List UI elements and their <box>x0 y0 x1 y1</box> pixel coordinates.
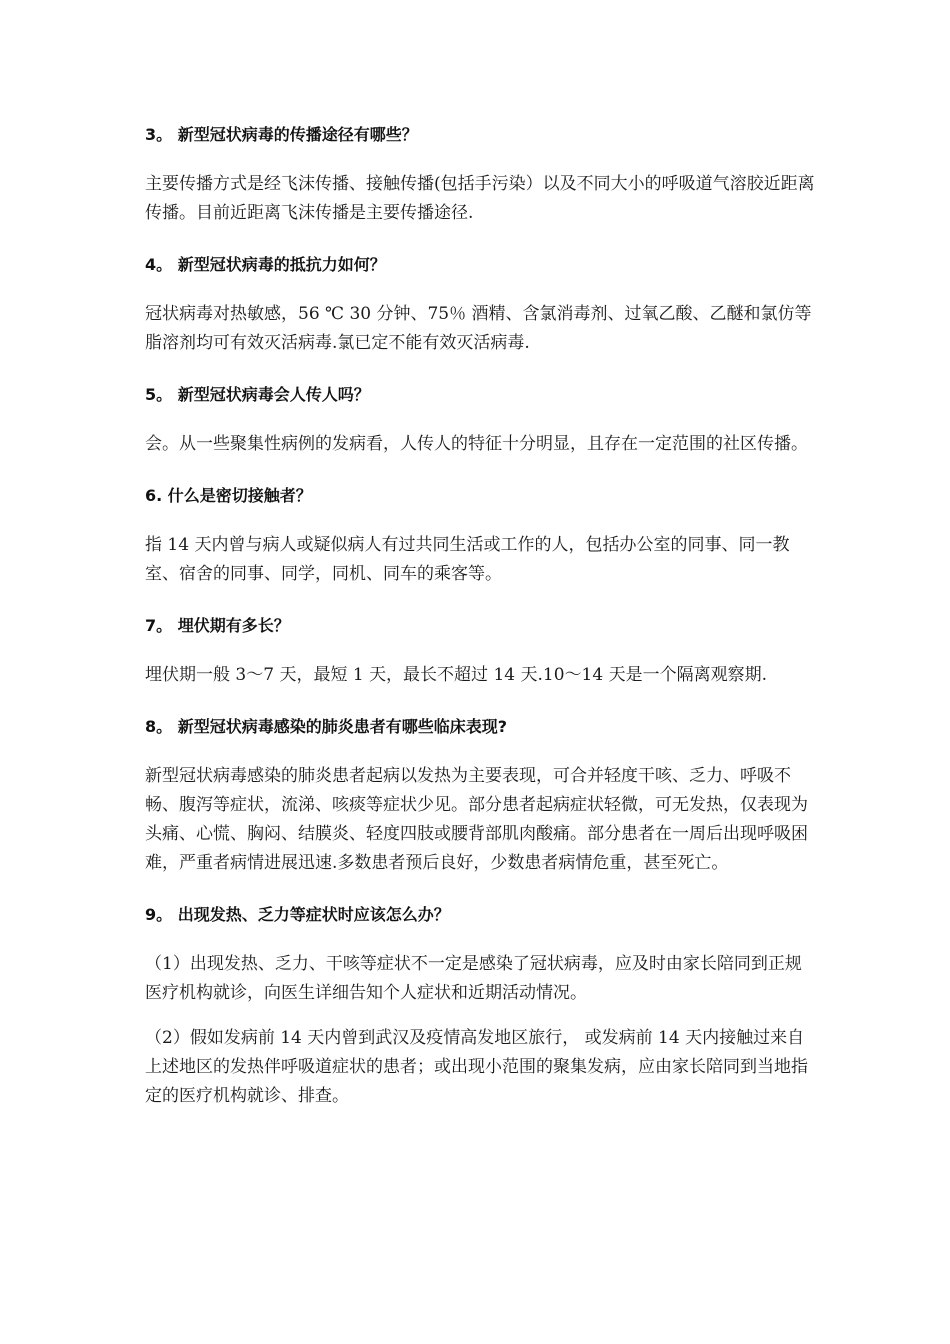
answer-paragraph: （1）出现发热、乏力、干咳等症状不一定是感染了冠状病毒，应及时由家长陪同到正规医疗机构就诊，向医生详细告知个人症状和近期活动情况。 <box>145 954 802 1003</box>
answer-paragraph: 主要传播方式是经飞沫传播、接触传播(包括手污染）以及不同大小的呼吸道气溶胶近距离传播。目前近距离飞沫传播是主要传播途径. <box>145 174 815 223</box>
question-heading: 3。 新型冠状病毒的传播途径有哪些？ <box>145 125 418 144</box>
answer-paragraph: 新型冠状病毒感染的肺炎患者起病以发热为主要表现，可合并轻度干咳、乏力、呼吸不畅、腹泻等症状，流涕、咳痰等症状少见。部分患者起病症状轻微，可无发热，仅表现为头痛、心慌、胸闷、结膜炎、轻度四肢或腰背部肌肉酸痛。部分患者在一周后出现呼吸困难，严重者病情进展迅速.多数患者预后良好，少数患者病情危重，甚至死亡。 <box>145 766 808 873</box>
question-heading: 7。 埋伏期有多长？ <box>145 616 290 635</box>
question-heading: 6. 什么是密切接触者？ <box>145 486 312 505</box>
question-heading: 8。 新型冠状病毒感染的肺炎患者有哪些临床表现? <box>145 717 507 736</box>
answer-paragraph: 埋伏期一般 3～7 天，最短 1 天，最长不超过 14 天.10～14 天是一个隔离观察期. <box>145 665 767 685</box>
question-heading: 5。 新型冠状病毒会人传人吗？ <box>145 385 370 404</box>
answer-paragraph: （2）假如发病前 14 天内曾到武汉及疫情高发地区旅行， 或发病前 14 天内接触过来自上述地区的发热伴呼吸道症状的患者；或出现小范围的聚集发病，应由家长陪同到当地指定的医疗机构就诊、排查。 <box>145 1028 808 1106</box>
answer-paragraph: 冠状病毒对热敏感，56 ℃ 30 分钟、75％ 酒精、含氯消毒剂、过氧乙酸、乙醚和氯仿等脂溶剂均可有效灭活病毒.氯已定不能有效灭活病毒. <box>145 304 812 353</box>
question-heading: 9。 出现发热、乏力等症状时应该怎么办？ <box>145 905 450 924</box>
answer-paragraph: 会。从一些聚集性病例的发病看，人传人的特征十分明显，且存在一定范围的社区传播。 <box>145 434 808 454</box>
question-heading: 4。 新型冠状病毒的抵抗力如何？ <box>145 255 386 274</box>
answer-paragraph: 指 14 天内曾与病人或疑似病人有过共同生活或工作的人，包括办公室的同事、同一教室、宿舍的同事、同学，同机、同车的乘客等。 <box>145 535 790 584</box>
document-body <box>145 120 815 1133</box>
